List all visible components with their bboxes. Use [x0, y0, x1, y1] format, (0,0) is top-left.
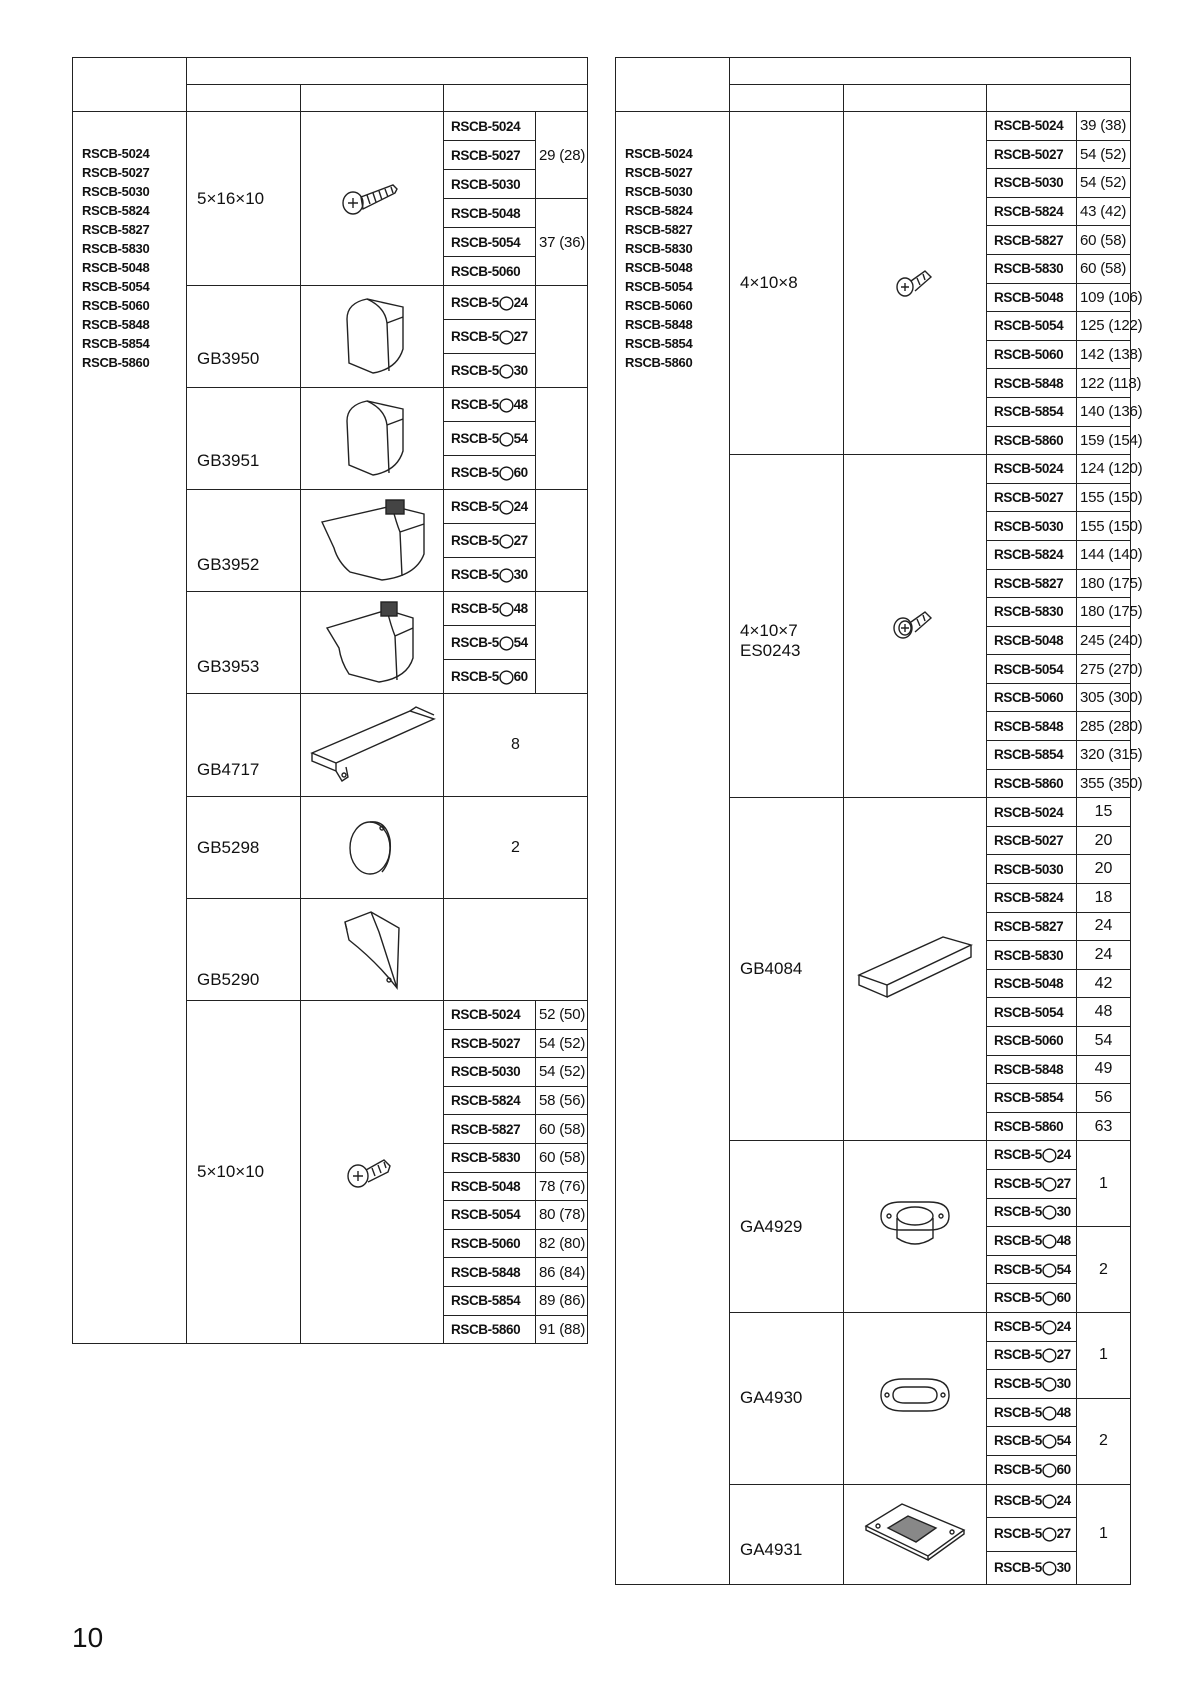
model-code: RSCB-5030 — [987, 855, 1077, 884]
quantity: 275 (270) — [1077, 655, 1131, 684]
header-qty — [444, 85, 588, 112]
curved-bracket-icon — [301, 899, 444, 1001]
model-code: RSCB-5◯24 — [987, 1484, 1077, 1518]
model-code: RSCB-5060 — [987, 1027, 1077, 1056]
model-code: RSCB-5◯60 — [987, 1284, 1077, 1313]
model-item: RSCB-5030 — [82, 184, 150, 199]
model-item: RSCB-5830 — [82, 241, 150, 256]
model-code: RSCB-5027 — [987, 483, 1077, 512]
quantity: 320 (315) — [1077, 741, 1131, 770]
quantity: 60 (58) — [1077, 254, 1131, 283]
model-code: RSCB-5024 — [987, 455, 1077, 484]
model-code: RSCB-5048 — [987, 283, 1077, 312]
model-code: RSCB-5824 — [987, 540, 1077, 569]
model-code: RSCB-5830 — [987, 941, 1077, 970]
model-code: RSCB-5◯30 — [987, 1370, 1077, 1399]
quantity: 49 — [1077, 1055, 1131, 1084]
model-code: RSCB-5◯48 — [987, 1227, 1077, 1256]
model-item: RSCB-5824 — [625, 203, 693, 218]
model-code: RSCB-5027 — [987, 826, 1077, 855]
oval-gasket-icon — [844, 1312, 987, 1484]
model-item: RSCB-5848 — [625, 317, 693, 332]
model-item: RSCB-5024 — [82, 146, 150, 161]
quantity: 37 (36) — [536, 199, 588, 286]
model-code: RSCB-5◯54 — [444, 626, 536, 660]
part-name: GA4929 — [730, 1141, 844, 1313]
model-code: RSCB-5054 — [987, 655, 1077, 684]
model-code: RSCB-5◯30 — [444, 354, 536, 388]
model-code: RSCB-5027 — [444, 1029, 536, 1058]
model-list — [616, 112, 730, 1585]
header-qty — [987, 85, 1131, 112]
quantity: 52 (50) — [536, 1001, 588, 1030]
model-code: RSCB-5024 — [444, 1001, 536, 1030]
model-item: RSCB-5027 — [82, 165, 150, 180]
quantity: 80 (78) — [536, 1201, 588, 1230]
model-code: RSCB-5◯48 — [444, 388, 536, 422]
model-code: RSCB-5860 — [987, 426, 1077, 455]
quantity: 24 — [1077, 912, 1131, 941]
model-code: RSCB-5◯30 — [987, 1198, 1077, 1227]
model-code: RSCB-5◯60 — [987, 1455, 1077, 1484]
quantity: 155 (150) — [1077, 512, 1131, 541]
model-code: RSCB-5054 — [444, 1201, 536, 1230]
quantity: 109 (106) — [1077, 283, 1131, 312]
model-item: RSCB-5854 — [82, 336, 150, 351]
washer-screw-icon — [844, 455, 987, 798]
quantity: 155 (150) — [1077, 483, 1131, 512]
model-code: RSCB-5060 — [987, 683, 1077, 712]
model-code: RSCB-5◯54 — [444, 422, 536, 456]
quantity: 82 (80) — [536, 1229, 588, 1258]
quantity: 1 — [1077, 1312, 1131, 1398]
model-code: RSCB-5848 — [987, 712, 1077, 741]
model-code: RSCB-5054 — [987, 998, 1077, 1027]
quantity: 24 — [1077, 941, 1131, 970]
model-code: RSCB-5◯48 — [987, 1398, 1077, 1427]
quantity: 20 — [1077, 826, 1131, 855]
quantity: 180 (175) — [1077, 569, 1131, 598]
header-parts — [187, 58, 588, 85]
quantity: 140 (136) — [1077, 397, 1131, 426]
model-code: RSCB-5860 — [987, 769, 1077, 798]
model-code: RSCB-5◯30 — [987, 1551, 1077, 1585]
model-code: RSCB-5027 — [987, 140, 1077, 169]
quantity: 125 (122) — [1077, 312, 1131, 341]
model-code: RSCB-5830 — [987, 598, 1077, 627]
model-item: RSCB-5054 — [82, 279, 150, 294]
model-code: RSCB-5◯30 — [444, 558, 536, 592]
part-name: 4×10×8 — [730, 112, 844, 455]
part-size: 4×10×7 — [740, 621, 798, 641]
model-item: RSCB-5048 — [625, 260, 693, 275]
model-code: RSCB-5027 — [444, 141, 536, 170]
small-screw-icon — [844, 112, 987, 455]
model-item: RSCB-5860 — [82, 355, 150, 370]
quantity: 60 (58) — [1077, 226, 1131, 255]
model-item: RSCB-5848 — [82, 317, 150, 332]
end-cap-icon — [301, 388, 444, 490]
model-code: RSCB-5060 — [987, 340, 1077, 369]
quantity: 78 (76) — [536, 1172, 588, 1201]
model-code: RSCB-5054 — [987, 312, 1077, 341]
part-name: GB5298 — [187, 797, 301, 899]
model-code: RSCB-5060 — [444, 257, 536, 286]
quantity: 48 — [1077, 998, 1131, 1027]
quantity: 43 (42) — [1077, 197, 1131, 226]
model-code: RSCB-5◯24 — [987, 1141, 1077, 1170]
model-item: RSCB-5030 — [625, 184, 693, 199]
model-code: RSCB-5030 — [987, 512, 1077, 541]
part-name: GB4084 — [730, 798, 844, 1141]
part-name: GB5290 — [187, 899, 301, 1001]
model-code: RSCB-5◯54 — [987, 1255, 1077, 1284]
model-code: RSCB-5824 — [987, 197, 1077, 226]
flat-plate-icon — [844, 1484, 987, 1585]
model-code: RSCB-5◯27 — [987, 1518, 1077, 1552]
part-name: GA4931 — [730, 1484, 844, 1585]
header-part-no — [730, 85, 844, 112]
quantity: 60 (58) — [536, 1143, 588, 1172]
quantity: 122 (118) — [1077, 369, 1131, 398]
quantity-empty — [444, 899, 588, 1001]
part-name: GB3953 — [187, 592, 301, 694]
model-item: RSCB-5027 — [625, 165, 693, 180]
model-code: RSCB-5827 — [444, 1115, 536, 1144]
model-code: RSCB-5◯48 — [444, 592, 536, 626]
quantity: 91 (88) — [536, 1315, 588, 1344]
part-code: ES0243 — [740, 641, 801, 661]
header-part-no — [187, 85, 301, 112]
quantity: 56 — [1077, 1084, 1131, 1113]
quantity: 8 — [444, 694, 588, 797]
left-parts-table — [72, 57, 588, 1344]
part-name: GB4717 — [187, 694, 301, 797]
model-code: RSCB-5827 — [987, 912, 1077, 941]
model-code: RSCB-5048 — [987, 969, 1077, 998]
right-parts-table — [615, 57, 1143, 1585]
model-code: RSCB-5060 — [444, 1229, 536, 1258]
part-name: GB3951 — [187, 388, 301, 490]
quantity: 29 (28) — [536, 112, 588, 199]
tapping-screw-icon — [301, 112, 444, 286]
model-item: RSCB-5854 — [625, 336, 693, 351]
quantity: 1 — [1077, 1484, 1131, 1585]
model-code: RSCB-5854 — [987, 1084, 1077, 1113]
model-item: RSCB-5827 — [625, 222, 693, 237]
model-code: RSCB-5◯27 — [987, 1169, 1077, 1198]
model-code: RSCB-5024 — [987, 798, 1077, 827]
model-item: RSCB-5830 — [625, 241, 693, 256]
model-code: RSCB-5848 — [987, 1055, 1077, 1084]
model-code: RSCB-5824 — [987, 884, 1077, 913]
quantity: 54 — [1077, 1027, 1131, 1056]
model-code: RSCB-5854 — [987, 741, 1077, 770]
model-code: RSCB-5824 — [444, 1086, 536, 1115]
oval-grommet-icon — [844, 1141, 987, 1313]
model-code: RSCB-5◯24 — [444, 286, 536, 320]
model-code: RSCB-5860 — [444, 1315, 536, 1344]
model-code: RSCB-5◯27 — [444, 524, 536, 558]
header-model — [73, 58, 187, 112]
quantity: 54 (52) — [536, 1029, 588, 1058]
block-pad-icon — [844, 798, 987, 1141]
quantity: 2 — [444, 797, 588, 899]
model-item: RSCB-5054 — [625, 279, 693, 294]
quantity: 58 (56) — [536, 1086, 588, 1115]
quantity: 285 (280) — [1077, 712, 1131, 741]
model-code: RSCB-5830 — [987, 254, 1077, 283]
model-code: RSCB-5030 — [444, 1058, 536, 1087]
part-name: GA4930 — [730, 1312, 844, 1484]
round-cap-icon — [301, 797, 444, 899]
page-number: 10 — [72, 1622, 104, 1653]
quantity: 144 (140) — [1077, 540, 1131, 569]
header-shape — [844, 85, 987, 112]
quantity: 42 — [1077, 969, 1131, 998]
quantity: 54 (52) — [1077, 169, 1131, 198]
quantity: 18 — [1077, 884, 1131, 913]
model-code: RSCB-5860 — [987, 1112, 1077, 1141]
model-code: RSCB-5830 — [444, 1143, 536, 1172]
model-code: RSCB-5848 — [444, 1258, 536, 1287]
quantity: 142 (138) — [1077, 340, 1131, 369]
model-code: RSCB-5827 — [987, 226, 1077, 255]
model-code: RSCB-5◯54 — [987, 1427, 1077, 1456]
model-code: RSCB-5◯27 — [444, 320, 536, 354]
model-code: RSCB-5827 — [987, 569, 1077, 598]
model-item: RSCB-5824 — [82, 203, 150, 218]
quantity: 20 — [1077, 855, 1131, 884]
quantity: 60 (58) — [536, 1115, 588, 1144]
quantity: 2 — [1077, 1398, 1131, 1484]
model-code: RSCB-5◯24 — [444, 490, 536, 524]
quantity: 54 (52) — [536, 1058, 588, 1087]
model-code: RSCB-5048 — [987, 626, 1077, 655]
part-name: 5×16×10 — [187, 112, 301, 286]
model-item: RSCB-5048 — [82, 260, 150, 275]
part-name: GB3952 — [187, 490, 301, 592]
part-name — [730, 455, 844, 798]
quantity: 39 (38) — [1077, 112, 1131, 141]
quantity: 245 (240) — [1077, 626, 1131, 655]
quantity: 355 (350) — [1077, 769, 1131, 798]
model-code: RSCB-5048 — [444, 199, 536, 228]
model-code: RSCB-5854 — [444, 1286, 536, 1315]
model-code: RSCB-5◯60 — [444, 456, 536, 490]
model-item: RSCB-5060 — [625, 298, 693, 313]
end-cap-icon — [301, 286, 444, 388]
quantity: 2 — [1077, 1227, 1131, 1313]
slotted-end-cap-icon — [301, 592, 444, 694]
model-item: RSCB-5827 — [82, 222, 150, 237]
quantity: 63 — [1077, 1112, 1131, 1141]
model-code: RSCB-5030 — [987, 169, 1077, 198]
model-code: RSCB-5024 — [987, 112, 1077, 141]
header-model — [616, 58, 730, 112]
quantity: 89 (86) — [536, 1286, 588, 1315]
bracket-plate-icon — [301, 694, 444, 797]
model-code: RSCB-5◯24 — [987, 1312, 1077, 1341]
quantity: 305 (300) — [1077, 683, 1131, 712]
part-name: 5×10×10 — [187, 1001, 301, 1344]
quantity: 159 (154) — [1077, 426, 1131, 455]
pan-head-screw-icon — [301, 1001, 444, 1344]
header-shape — [301, 85, 444, 112]
header-parts — [730, 58, 1131, 85]
model-code: RSCB-5854 — [987, 397, 1077, 426]
model-code: RSCB-5030 — [444, 170, 536, 199]
model-item: RSCB-5024 — [625, 146, 693, 161]
model-code: RSCB-5024 — [444, 112, 536, 141]
quantity-empty — [536, 286, 588, 388]
model-code: RSCB-5048 — [444, 1172, 536, 1201]
model-code: RSCB-5◯27 — [987, 1341, 1077, 1370]
quantity: 1 — [1077, 1141, 1131, 1227]
quantity: 124 (120) — [1077, 455, 1131, 484]
quantity-empty — [536, 388, 588, 490]
model-code: RSCB-5054 — [444, 228, 536, 257]
model-code: RSCB-5◯60 — [444, 660, 536, 694]
model-item: RSCB-5060 — [82, 298, 150, 313]
model-list — [73, 112, 187, 1344]
quantity: 86 (84) — [536, 1258, 588, 1287]
slotted-end-cap-icon — [301, 490, 444, 592]
quantity-empty — [536, 490, 588, 592]
quantity: 15 — [1077, 798, 1131, 827]
quantity-empty — [536, 592, 588, 694]
model-code: RSCB-5848 — [987, 369, 1077, 398]
quantity: 54 (52) — [1077, 140, 1131, 169]
part-name: GB3950 — [187, 286, 301, 388]
quantity: 180 (175) — [1077, 598, 1131, 627]
model-item: RSCB-5860 — [625, 355, 693, 370]
